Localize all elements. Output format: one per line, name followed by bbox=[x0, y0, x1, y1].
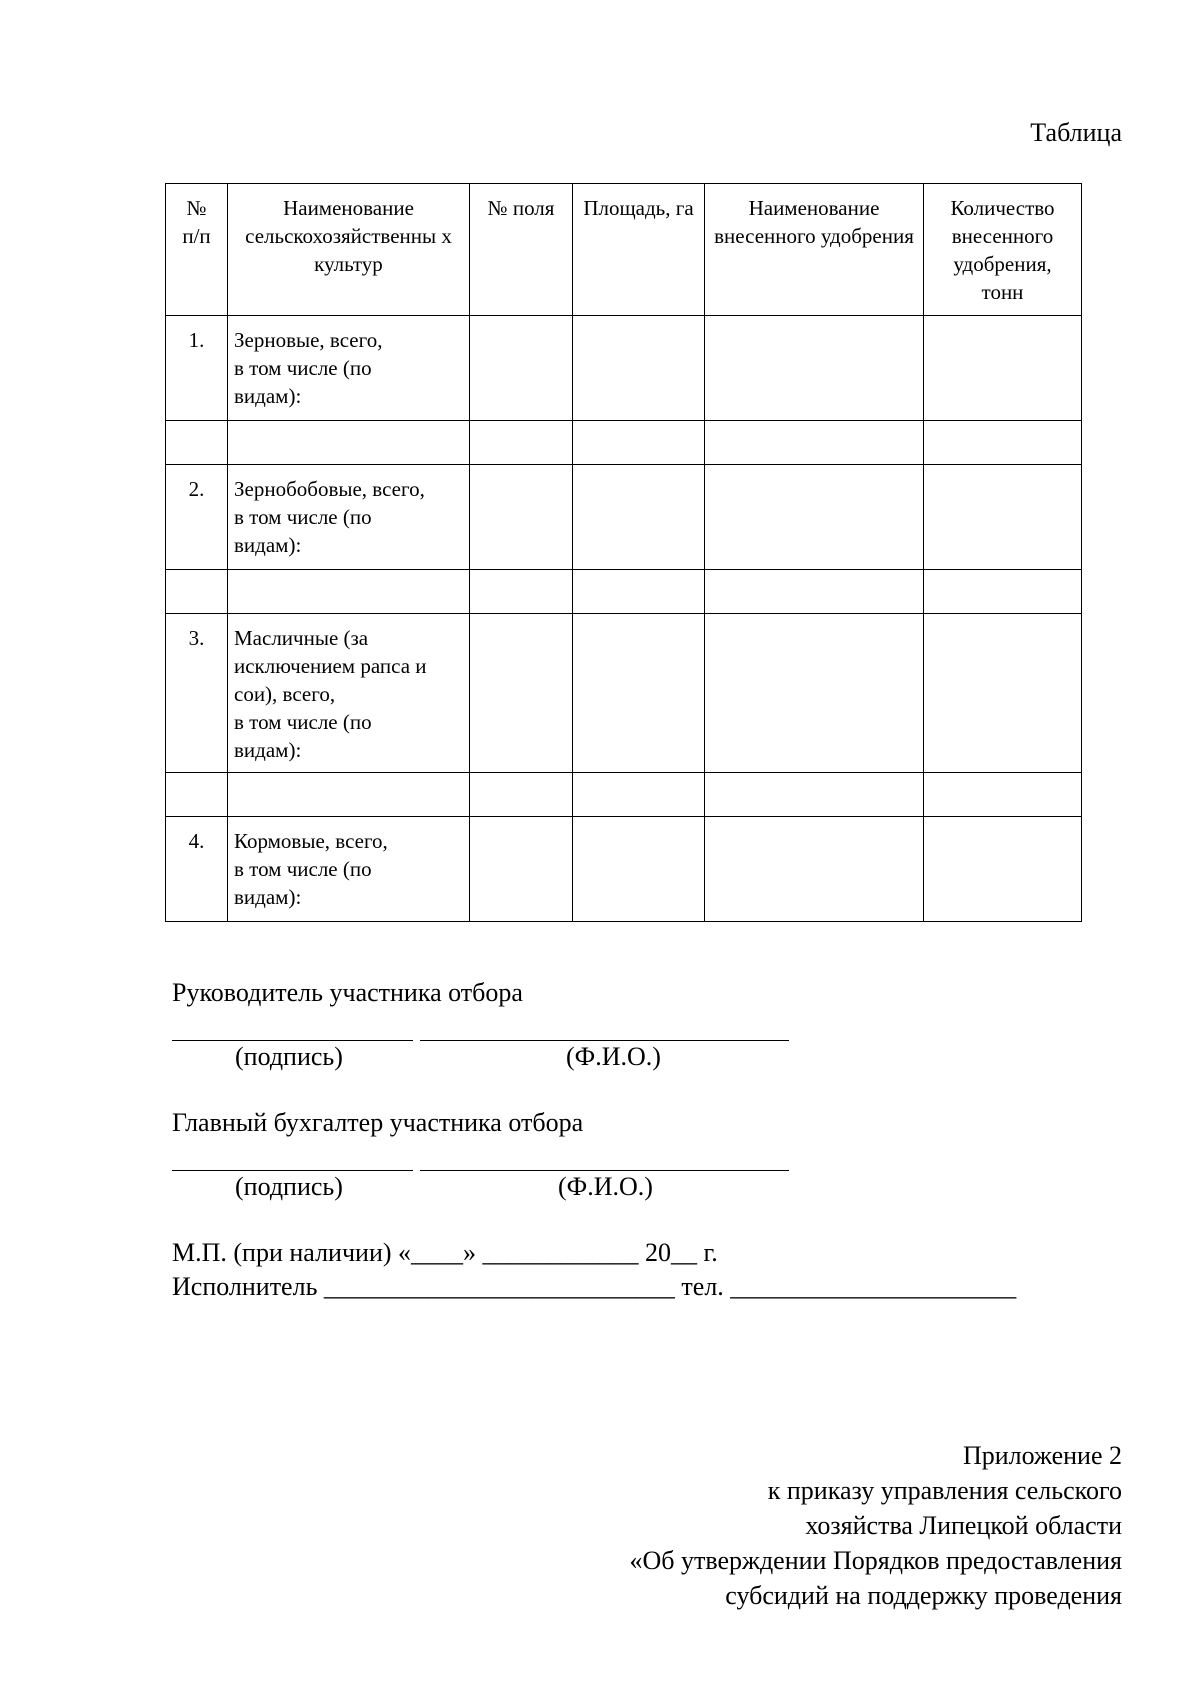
fertilizer-amount-cell bbox=[924, 316, 1082, 421]
row-number bbox=[166, 570, 228, 614]
area-cell bbox=[573, 421, 705, 465]
fertilizer-name-cell bbox=[705, 773, 924, 817]
table-row bbox=[166, 614, 1082, 773]
head-name-line bbox=[420, 1040, 789, 1041]
head-signature-label: (подпись) bbox=[235, 1042, 343, 1071]
accountant-name-line bbox=[420, 1170, 789, 1171]
table-caption: Таблица bbox=[1030, 118, 1122, 147]
fertilizer-name-cell bbox=[705, 465, 924, 570]
appendix-line-2: к приказу управления сельского bbox=[767, 1476, 1122, 1505]
table-header-row bbox=[166, 184, 1082, 316]
area-cell bbox=[573, 465, 705, 570]
row-number: 4. bbox=[166, 817, 228, 922]
crop-name-cell bbox=[228, 773, 470, 817]
fertilizer-amount-cell bbox=[924, 817, 1082, 922]
area-cell bbox=[573, 614, 705, 773]
fertilizer-name-cell bbox=[705, 421, 924, 465]
table-row bbox=[166, 465, 1082, 570]
fertilizer-amount-cell bbox=[924, 465, 1082, 570]
area-cell bbox=[573, 773, 705, 817]
header-field-number: № поля bbox=[470, 184, 573, 316]
field-number-cell bbox=[470, 570, 573, 614]
area-cell bbox=[573, 316, 705, 421]
row-number bbox=[166, 421, 228, 465]
appendix-line-1: Приложение 2 bbox=[962, 1441, 1122, 1470]
fertilizer-name-cell bbox=[705, 570, 924, 614]
area-cell bbox=[573, 570, 705, 614]
executor-line: Исполнитель ___________________________ тел. ______________________ bbox=[172, 1272, 1017, 1301]
header-fertilizer-name: Наименование внесенного удобрения bbox=[705, 184, 924, 316]
head-signature-title: Руководитель участника отбора bbox=[172, 978, 523, 1007]
table-row bbox=[166, 773, 1082, 817]
crop-name-cell: Масличные (за исключением рапса и сои), всего, в том числе (по видам): bbox=[228, 614, 470, 773]
table-row bbox=[166, 570, 1082, 614]
table-row bbox=[166, 316, 1082, 421]
header-fertilizer-amount: Количество внесенного удобрения, тонн bbox=[924, 184, 1082, 316]
crop-name-cell bbox=[228, 570, 470, 614]
head-name-label: (Ф.И.О.) bbox=[566, 1042, 661, 1071]
field-number-cell bbox=[470, 316, 573, 421]
fertilizer-name-cell bbox=[705, 316, 924, 421]
appendix-line-4: «Об утверждении Порядков предоставления bbox=[629, 1546, 1122, 1575]
row-number: 2. bbox=[166, 465, 228, 570]
stamp-date-line: М.П. (при наличии) «____» ____________ 20__ г. bbox=[172, 1238, 718, 1267]
row-number bbox=[166, 773, 228, 817]
field-number-cell bbox=[470, 773, 573, 817]
crop-name-cell: Кормовые, всего, в том числе (по видам): bbox=[228, 817, 470, 922]
fertilizer-amount-cell bbox=[924, 773, 1082, 817]
header-crop-name: Наименование сельскохозяйственны х культур bbox=[228, 184, 470, 316]
crop-name-cell bbox=[228, 421, 470, 465]
area-cell bbox=[573, 817, 705, 922]
field-number-cell bbox=[470, 817, 573, 922]
field-number-cell bbox=[470, 614, 573, 773]
field-number-cell bbox=[470, 465, 573, 570]
header-area: Площадь, га bbox=[573, 184, 705, 316]
accountant-signature-title: Главный бухгалтер участника отбора bbox=[172, 1108, 584, 1137]
table-row bbox=[166, 421, 1082, 465]
fertilizer-amount-cell bbox=[924, 421, 1082, 465]
head-signature-line bbox=[172, 1040, 413, 1041]
row-number: 1. bbox=[166, 316, 228, 421]
crop-name-cell: Зерновые, всего, в том числе (по видам): bbox=[228, 316, 470, 421]
fertilizer-amount-cell bbox=[924, 570, 1082, 614]
fertilizer-table bbox=[165, 183, 1082, 922]
row-number: 3. bbox=[166, 614, 228, 773]
crop-name-cell: Зернобобовые, всего, в том числе (по видам): bbox=[228, 465, 470, 570]
fertilizer-name-cell bbox=[705, 817, 924, 922]
accountant-name-label: (Ф.И.О.) bbox=[558, 1172, 653, 1201]
fertilizer-name-cell bbox=[705, 614, 924, 773]
accountant-signature-line bbox=[172, 1170, 413, 1171]
appendix-line-3: хозяйства Липецкой области bbox=[805, 1511, 1122, 1540]
header-row-number: № п/п bbox=[166, 184, 228, 316]
fertilizer-amount-cell bbox=[924, 614, 1082, 773]
field-number-cell bbox=[470, 421, 573, 465]
accountant-signature-label: (подпись) bbox=[235, 1172, 343, 1201]
table-row bbox=[166, 817, 1082, 922]
appendix-header bbox=[629, 1438, 1122, 1613]
appendix-line-5: субсидий на поддержку проведения bbox=[725, 1581, 1122, 1610]
